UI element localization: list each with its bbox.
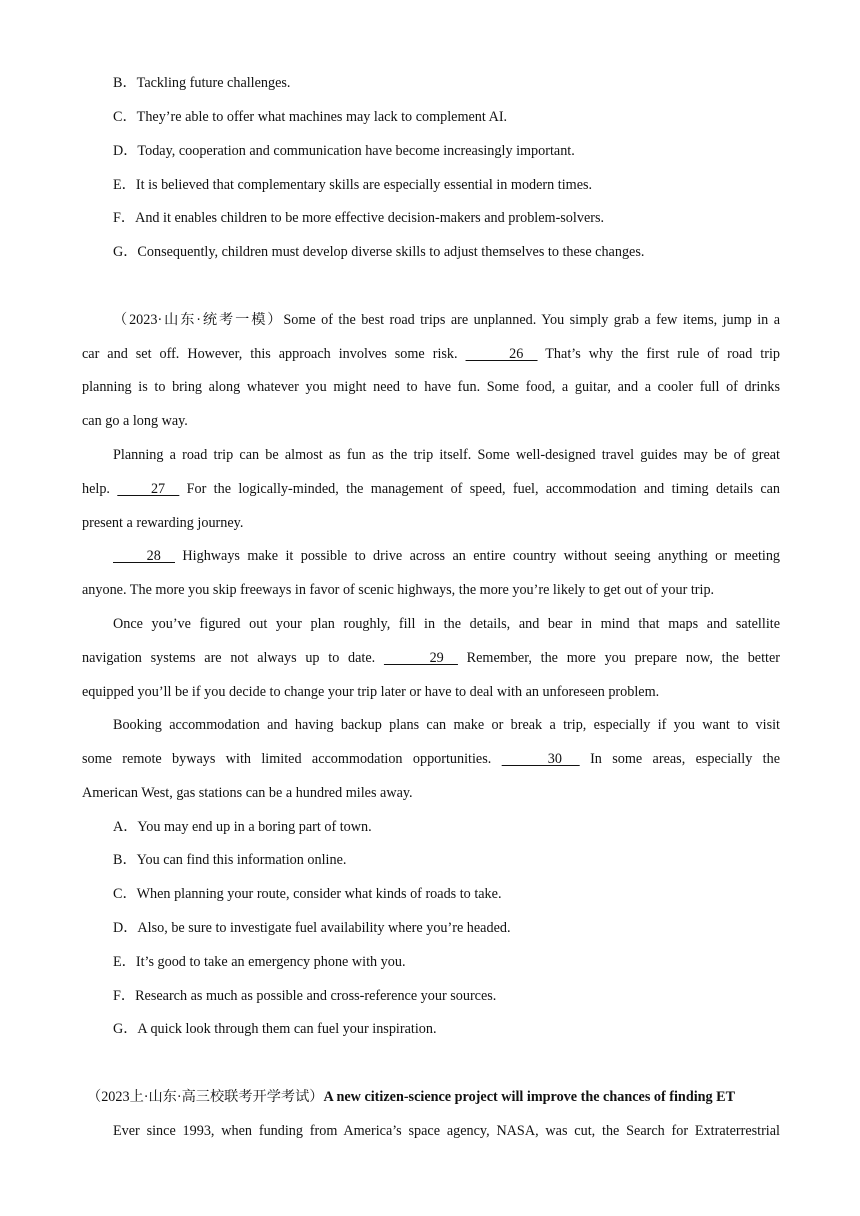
passage2-line: navigation systems are not always up to date. 29 Remember, the more you prepare now, the better	[82, 650, 780, 666]
passage3-source: （2023上·山东·高三校联考开学考试）	[87, 1089, 324, 1105]
option-d: D．Today, cooperation and communication have become increasingly important.	[113, 143, 575, 159]
passage2-line: （2023·山东·统考一模）Some of the best road trips are unplanned. You simply grab a few items, jump in a	[113, 312, 781, 328]
passage2-line: some remote byways with limited accommodation opportunities. 30 In some areas, especially the	[82, 751, 781, 767]
passage2-line: 28 Highways make it possible to drive across an entire country without seeing anything or meeting	[113, 548, 781, 564]
blank-27[interactable]: 27	[117, 481, 180, 497]
option-e: E．It is believed that complementary skills are especially essential in modern times.	[113, 177, 593, 193]
option-b: B．Tackling future challenges.	[113, 75, 291, 91]
option-d: D．Also, be sure to investigate fuel availability where you’re headed.	[113, 920, 511, 936]
blank-29[interactable]: 29	[383, 650, 458, 666]
passage2-line: American West, gas stations can be a hundred miles away.	[82, 785, 413, 801]
option-f: F．And it enables children to be more effective decision-makers and problem-solvers.	[113, 210, 605, 226]
option-g: G．Consequently, children must develop diverse skills to adjust themselves to these changes.	[113, 244, 645, 260]
option-b: B．You can find this information online.	[113, 852, 347, 868]
passage2-line: help. 27 For the logically-minded, the management of speed, fuel, accommodation and timing details can	[82, 481, 781, 497]
option-e: E．It’s good to take an emergency phone with you.	[113, 954, 406, 970]
blank-26[interactable]: 26	[465, 346, 538, 362]
passage2-line: Planning a road trip can be almost as fun as the trip itself. Some well-designed travel guides may be of great	[113, 447, 780, 463]
passage2-line: anyone. The more you skip freeways in favor of scenic highways, the more you’re likely to get out of your trip.	[82, 582, 715, 598]
option-f: F．Research as much as possible and cross-reference your sources.	[113, 988, 497, 1004]
option-c: C．When planning your route, consider what kinds of roads to take.	[113, 886, 502, 902]
passage3-line: Ever since 1993, when funding from America’s space agency, NASA, was cut, the Search for Extraterrestrial	[113, 1123, 780, 1139]
passage2-line: present a rewarding journey.	[82, 515, 244, 531]
passage2-line: can go a long way.	[82, 413, 188, 429]
option-g: G．A quick look through them can fuel your inspiration.	[113, 1021, 437, 1037]
option-c: C．They’re able to offer what machines may lack to complement AI.	[113, 109, 508, 125]
passage2-line: planning is to bring along whatever you might need to have fun. Some food, a guitar, and a cooler full of drinks	[82, 379, 780, 395]
passage3-title: A new citizen-science project will improve the chances of finding ET	[323, 1089, 736, 1105]
passage2-line: equipped you’ll be if you decide to change your trip later or have to deal with an unforeseen problem.	[82, 684, 660, 700]
passage3-heading	[0, 1088, 860, 1106]
option-a: A．You may end up in a boring part of town.	[113, 819, 372, 835]
passage2-line: Once you’ve figured out your plan roughly, fill in the details, and bear in mind that maps and satellite	[113, 616, 780, 632]
passage2-line: car and set off. However, this approach involves some risk. 26 That’s why the first rule of road trip	[82, 346, 780, 362]
blank-28[interactable]: 28	[113, 548, 175, 564]
passage2-line: Booking accommodation and having backup plans can make or break a trip, especially if you want to visit	[113, 717, 780, 733]
blank-30[interactable]: 30	[501, 751, 580, 767]
passage2-source: （2023·山东·统考一模）	[113, 312, 284, 328]
